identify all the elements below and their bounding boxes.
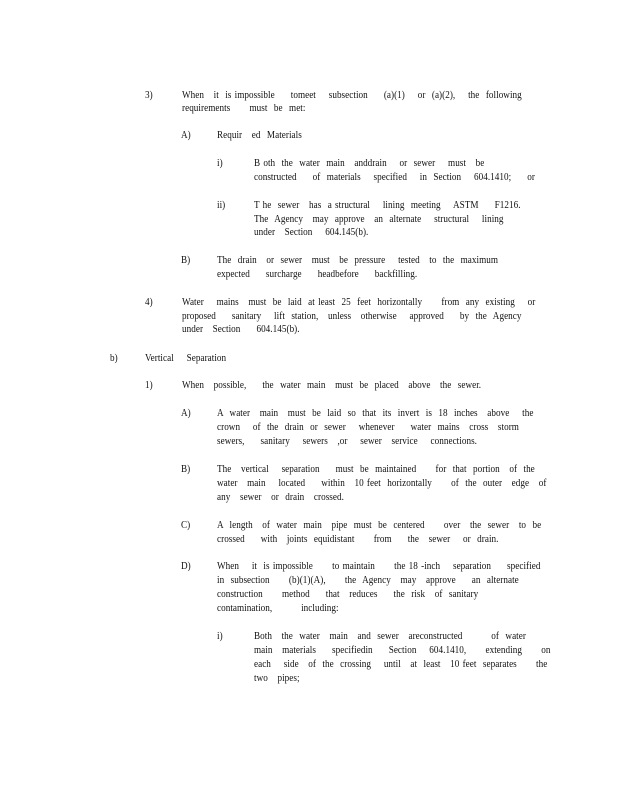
item-text-line: under Section 604.145(b). — [254, 227, 369, 238]
item-text-line: any sewer or drain crossed. — [217, 492, 344, 503]
item-text-line: A length of water main pipe must be centered over the sewer to be — [217, 520, 542, 531]
item-text-line: expected surcharge headbefore backfilling. — [217, 269, 418, 280]
item-label: B) — [181, 255, 191, 266]
item-text-line: B oth the water main anddrain or sewer must be — [254, 158, 485, 169]
item-text-line: T he sewer has a structural lining meeting ASTM F1216. — [254, 200, 521, 211]
item-text-line: proposed sanitary lift station, unless otherwise approved by the Agency — [182, 311, 522, 322]
item-text-line: When it is impossible tomeet subsection (a)(1) or (a)(2), the following — [182, 90, 522, 101]
section-label: b) — [110, 353, 118, 364]
item-label: 4) — [145, 297, 153, 308]
item-label: B) — [181, 464, 191, 475]
item-label: A) — [181, 408, 191, 419]
item-text-line: The vertical separation must be maintained for that portion of the — [217, 464, 535, 475]
item-text-line: When possible, the water main must be placed above the sewer. — [182, 380, 482, 391]
item-text-line: two pipes; — [254, 673, 300, 684]
item-label: 3) — [145, 90, 153, 101]
item-text-line: water main located within 10 feet horizontally of the outer edge of — [217, 478, 547, 489]
item-text-line: The drain or sewer must be pressure tested to the maximum — [217, 255, 499, 266]
item-text-line: under Section 604.145(b). — [182, 324, 300, 335]
section-title: Vertical Separation — [145, 353, 227, 364]
item-text-line: Requir ed Materials — [217, 130, 302, 141]
item-label: C) — [181, 520, 191, 531]
item-text-line: sewers, sanitary sewers ,or sewer service connections. — [217, 436, 478, 447]
item-label: 1) — [145, 380, 153, 391]
item-text-line: Both the water main and sewer areconstructed of water — [254, 631, 526, 642]
item-text-line: The Agency may approve an alternate structural lining — [254, 214, 504, 225]
item-label: i) — [217, 631, 223, 642]
item-text-line: constructed of materials specified in Section 604.1410; or — [254, 172, 535, 183]
item-text-line: in subsection (b)(1)(A), the Agency may approve an alternate — [217, 575, 519, 586]
item-text-line: A water main must be laid so that its invert is 18 inches above the — [217, 408, 534, 419]
item-text-line: each side of the crossing until at least 10 feet separates the — [254, 659, 548, 670]
item-text-line: When it is impossible to maintain the 18 -inch separation specified — [217, 561, 541, 572]
item-text-line: crown of the drain or sewer whenever water mains cross storm — [217, 422, 519, 433]
item-text-line: construction method that reduces the risk of sanitary — [217, 589, 479, 600]
item-text-line: main materials specifiedin Section 604.1410, extending on — [254, 645, 551, 656]
item-text-line: crossed with joints equidistant from the sewer or drain. — [217, 534, 499, 545]
item-label: i) — [217, 158, 223, 169]
item-text-line: contamination, including: — [217, 603, 339, 614]
item-text-line: requirements must be met: — [182, 103, 306, 114]
item-label: ii) — [217, 200, 226, 211]
item-text-line: Water mains must be laid at least 25 feet horizontally from any existing or — [182, 297, 536, 308]
item-label: A) — [181, 130, 191, 141]
item-label: D) — [181, 561, 191, 572]
